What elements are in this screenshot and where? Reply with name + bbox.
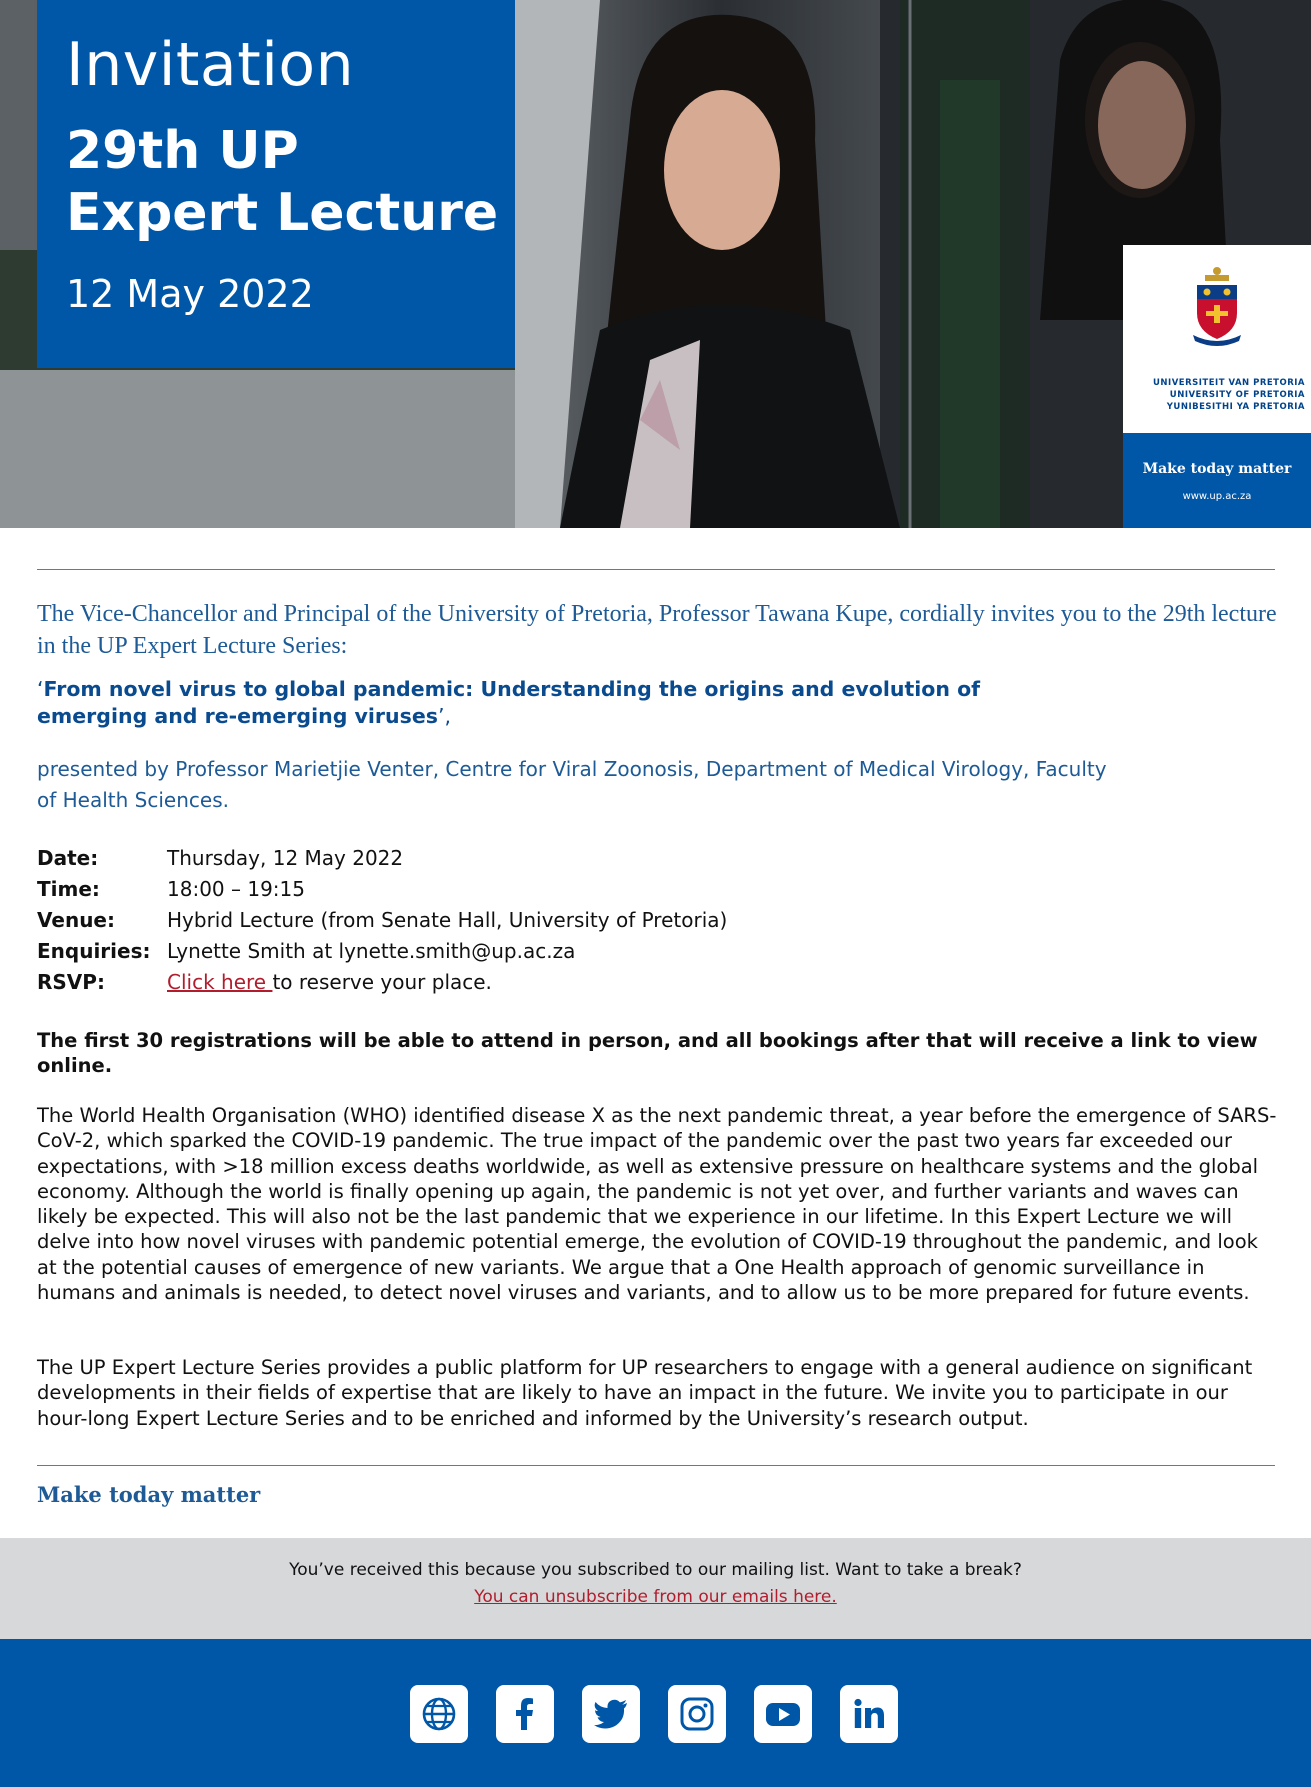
unsubscribe-link[interactable]: You can unsubscribe from our emails here. (474, 1587, 837, 1607)
lecture-heading-line1: 29th UP (66, 121, 299, 181)
venue-value: Hybrid Lecture (from Senate Hall, University of Pretoria) (167, 908, 728, 932)
university-name-line: YUNIBESITHI YA PRETORIA (1166, 402, 1305, 412)
rsvp-value (167, 970, 492, 994)
university-name-line: UNIVERSITY OF PRETORIA (1169, 390, 1305, 400)
facebook-icon-glyph (505, 1694, 545, 1734)
event-date: 12 May 2022 (66, 272, 314, 316)
globe-icon[interactable] (410, 1685, 468, 1743)
presenter-text: presented by Professor Marietjie Venter, Centre for Viral Zoonosis, Department of Medical Virology, Faculty of Health Sciences. (37, 757, 1107, 812)
date-label: Date: (37, 846, 99, 870)
subscription-text: You’ve received this because you subscribed to our mailing list. Want to take a break? (289, 1560, 1022, 1580)
facebook-icon[interactable] (496, 1685, 554, 1743)
logo-url[interactable]: www.up.ac.za (1182, 491, 1252, 502)
twitter-icon[interactable] (582, 1685, 640, 1743)
linkedin-icon-glyph (849, 1694, 889, 1734)
venue-label: Venue: (37, 908, 115, 932)
signoff-tagline: Make today matter (37, 1482, 261, 1507)
logo-tagline: Make today matter (1142, 461, 1292, 477)
invitation-heading: Invitation (66, 30, 355, 100)
registration-notice: The first 30 registrations will be able to attend in person, and all bookings after that will receive a link to view online. (37, 1029, 1258, 1077)
globe-icon-glyph (419, 1694, 459, 1734)
logo-tag-panel (1123, 433, 1311, 528)
detail-row-time (37, 877, 1237, 908)
twitter-icon-glyph (591, 1694, 631, 1734)
close-quote: ’, (437, 704, 451, 728)
instagram-icon-glyph (677, 1694, 717, 1734)
open-quote: ‘ (37, 677, 44, 701)
event-details (37, 846, 1237, 1001)
series-description: The UP Expert Lecture Series provides a public platform for UP researchers to engage with a general audience on significant developments in their fields of expertise that are likely to have an impact in the future. We invite you to participate in our hour-long Expert Lecture Series and to be enriched and informed by the University’s research output. (37, 1356, 1253, 1430)
lecture-description: The World Health Organisation (WHO) identified disease X as the next pandemic threat, a year before the emergence of SARS-CoV-2, which sparked the COVID-19 pandemic. The true impact of the pandemic over the past two years far exceeded our expectations, with >18 million excess deaths worldwide, as well as extensive pressure on healthcare systems and the global economy. Although the world is finally opening up again, the pandemic is not yet over, and further variants and waves can likely be expected. This will also not be the last pandemic that we experience in our lifetime. In this Expert Lecture we will delve into how novel viruses with pandemic potential emerge, the evolution of COVID-19 throughout the pandemic, and look at the potential causes of emergence of new variants. We argue that a One Health approach of genomic surveillance in humans and animals is needed, to detect novel viruses and variants, and to allow us to be more prepared for future events. (37, 1104, 1277, 1305)
social-footer (0, 1639, 1311, 1787)
date-value: Thursday, 12 May 2022 (167, 846, 404, 870)
logo-panel (1123, 245, 1311, 433)
enquiries-label: Enquiries: (37, 939, 151, 963)
university-logo[interactable] (1123, 245, 1311, 528)
rsvp-link[interactable]: Click here (167, 970, 273, 994)
linkedin-icon[interactable] (840, 1685, 898, 1743)
hero-banner (0, 0, 1311, 528)
instagram-icon[interactable] (668, 1685, 726, 1743)
rsvp-rest: to reserve your place. (272, 970, 492, 994)
youtube-icon[interactable] (754, 1685, 812, 1743)
detail-row-rsvp (37, 970, 1237, 1001)
university-name-line: UNIVERSITEIT VAN PRETORIA (1153, 378, 1305, 388)
rsvp-label: RSVP: (37, 970, 105, 994)
time-value: 18:00 – 19:15 (167, 877, 305, 901)
enquiries-value: Lynette Smith at lynette.smith@up.ac.za (167, 939, 576, 963)
detail-row-date (37, 846, 1237, 877)
lecture-heading-line2: Expert Lecture (66, 183, 499, 243)
divider-top (37, 569, 1275, 570)
time-label: Time: (37, 877, 100, 901)
title-box (37, 0, 515, 368)
detail-row-enquiries (37, 939, 1237, 970)
university-name (1131, 377, 1305, 413)
lecture-title (37, 676, 1097, 730)
lecture-title-text: From novel virus to global pandemic: Understanding the origins and evolution of emerging and re-emerging viruses (37, 677, 981, 728)
subscription-footer (0, 1538, 1311, 1639)
intro-text: The Vice-Chancellor and Principal of the University of Pretoria, Professor Tawana Kupe, cordially invites you to the 29th lecture in the UP Expert Lecture Series: (37, 601, 1277, 659)
crest-icon (1191, 265, 1243, 347)
detail-row-venue (37, 908, 1237, 939)
lecture-heading (66, 120, 498, 244)
divider-bottom (37, 1465, 1275, 1466)
youtube-icon-glyph (763, 1694, 803, 1734)
